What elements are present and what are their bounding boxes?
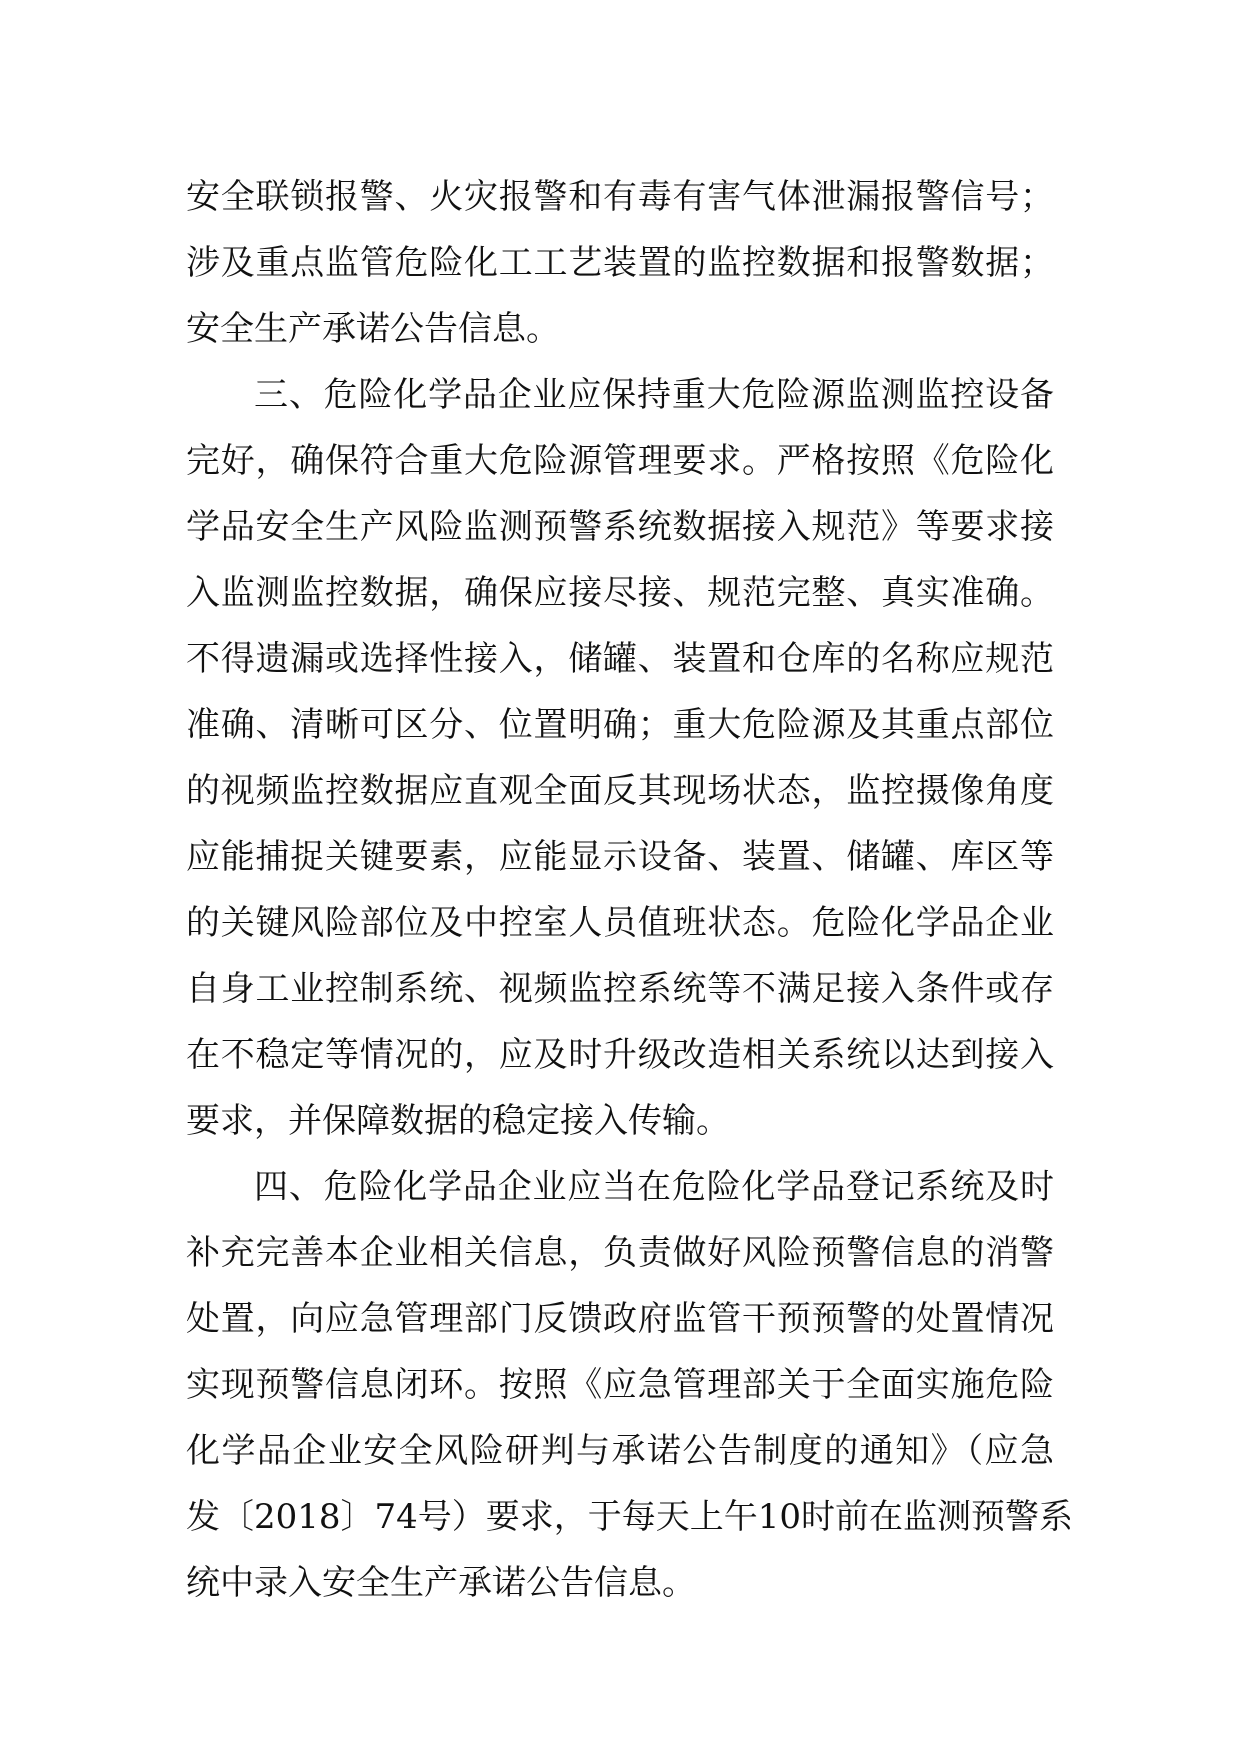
text-line: 入监测监控数据，确保应接尽接、规范完整、真实准确。	[186, 573, 1054, 613]
text-line: 统中录入安全生产承诺公告信息。	[186, 1563, 696, 1603]
text-line: 的视频监控数据应直观全面反其现场状态，监控摄像角度	[186, 771, 1054, 811]
text-line: 四、危险化学品企业应当在危险化学品登记系统及时	[254, 1167, 1054, 1207]
text-line: 准确、清晰可区分、位置明确；重大危险源及其重点部位	[186, 705, 1054, 745]
text-line: 的关键风险部位及中控室人员值班状态。危险化学品企业	[186, 903, 1054, 943]
paragraph-2	[186, 362, 1054, 1154]
text-line: 处置，向应急管理部门反馈政府监管干预预警的处置情况	[186, 1299, 1054, 1339]
text-line: 涉及重点监管危险化工工艺装置的监控数据和报警数据；	[186, 243, 1054, 283]
text-line: 化学品企业安全风险研判与承诺公告制度的通知》（应急	[186, 1431, 1054, 1471]
text-line: 补充完善本企业相关信息，负责做好风险预警信息的消警	[186, 1233, 1054, 1273]
text-line: 三、危险化学品企业应保持重大危险源监测监控设备	[254, 375, 1054, 415]
text-line: 应能捕捉关键要素，应能显示设备、装置、储罐、库区等	[186, 837, 1054, 877]
text-line: 要求，并保障数据的稳定接入传输。	[186, 1101, 730, 1141]
paragraph-3	[186, 1154, 1074, 1616]
text-line: 不得遗漏或选择性接入，储罐、装置和仓库的名称应规范	[186, 639, 1054, 679]
paragraph-1	[186, 164, 1054, 362]
text-line: 在不稳定等情况的，应及时升级改造相关系统以达到接入	[186, 1035, 1054, 1075]
document-page	[186, 164, 1074, 1616]
text-line: 学品安全生产风险监测预警系统数据接入规范》等要求接	[186, 507, 1054, 547]
text-line: 自身工业控制系统、视频监控系统等不满足接入条件或存	[186, 969, 1054, 1009]
text-line: 完好，确保符合重大危险源管理要求。严格按照《危险化	[186, 441, 1054, 481]
text-line: 发〔2018〕74号）要求，于每天上午10时前在监测预警系	[186, 1497, 1074, 1537]
text-line: 安全生产承诺公告信息。	[186, 309, 560, 349]
text-line: 安全联锁报警、火灾报警和有毒有害气体泄漏报警信号；	[186, 177, 1054, 217]
text-line: 实现预警信息闭环。按照《应急管理部关于全面实施危险	[186, 1365, 1054, 1405]
